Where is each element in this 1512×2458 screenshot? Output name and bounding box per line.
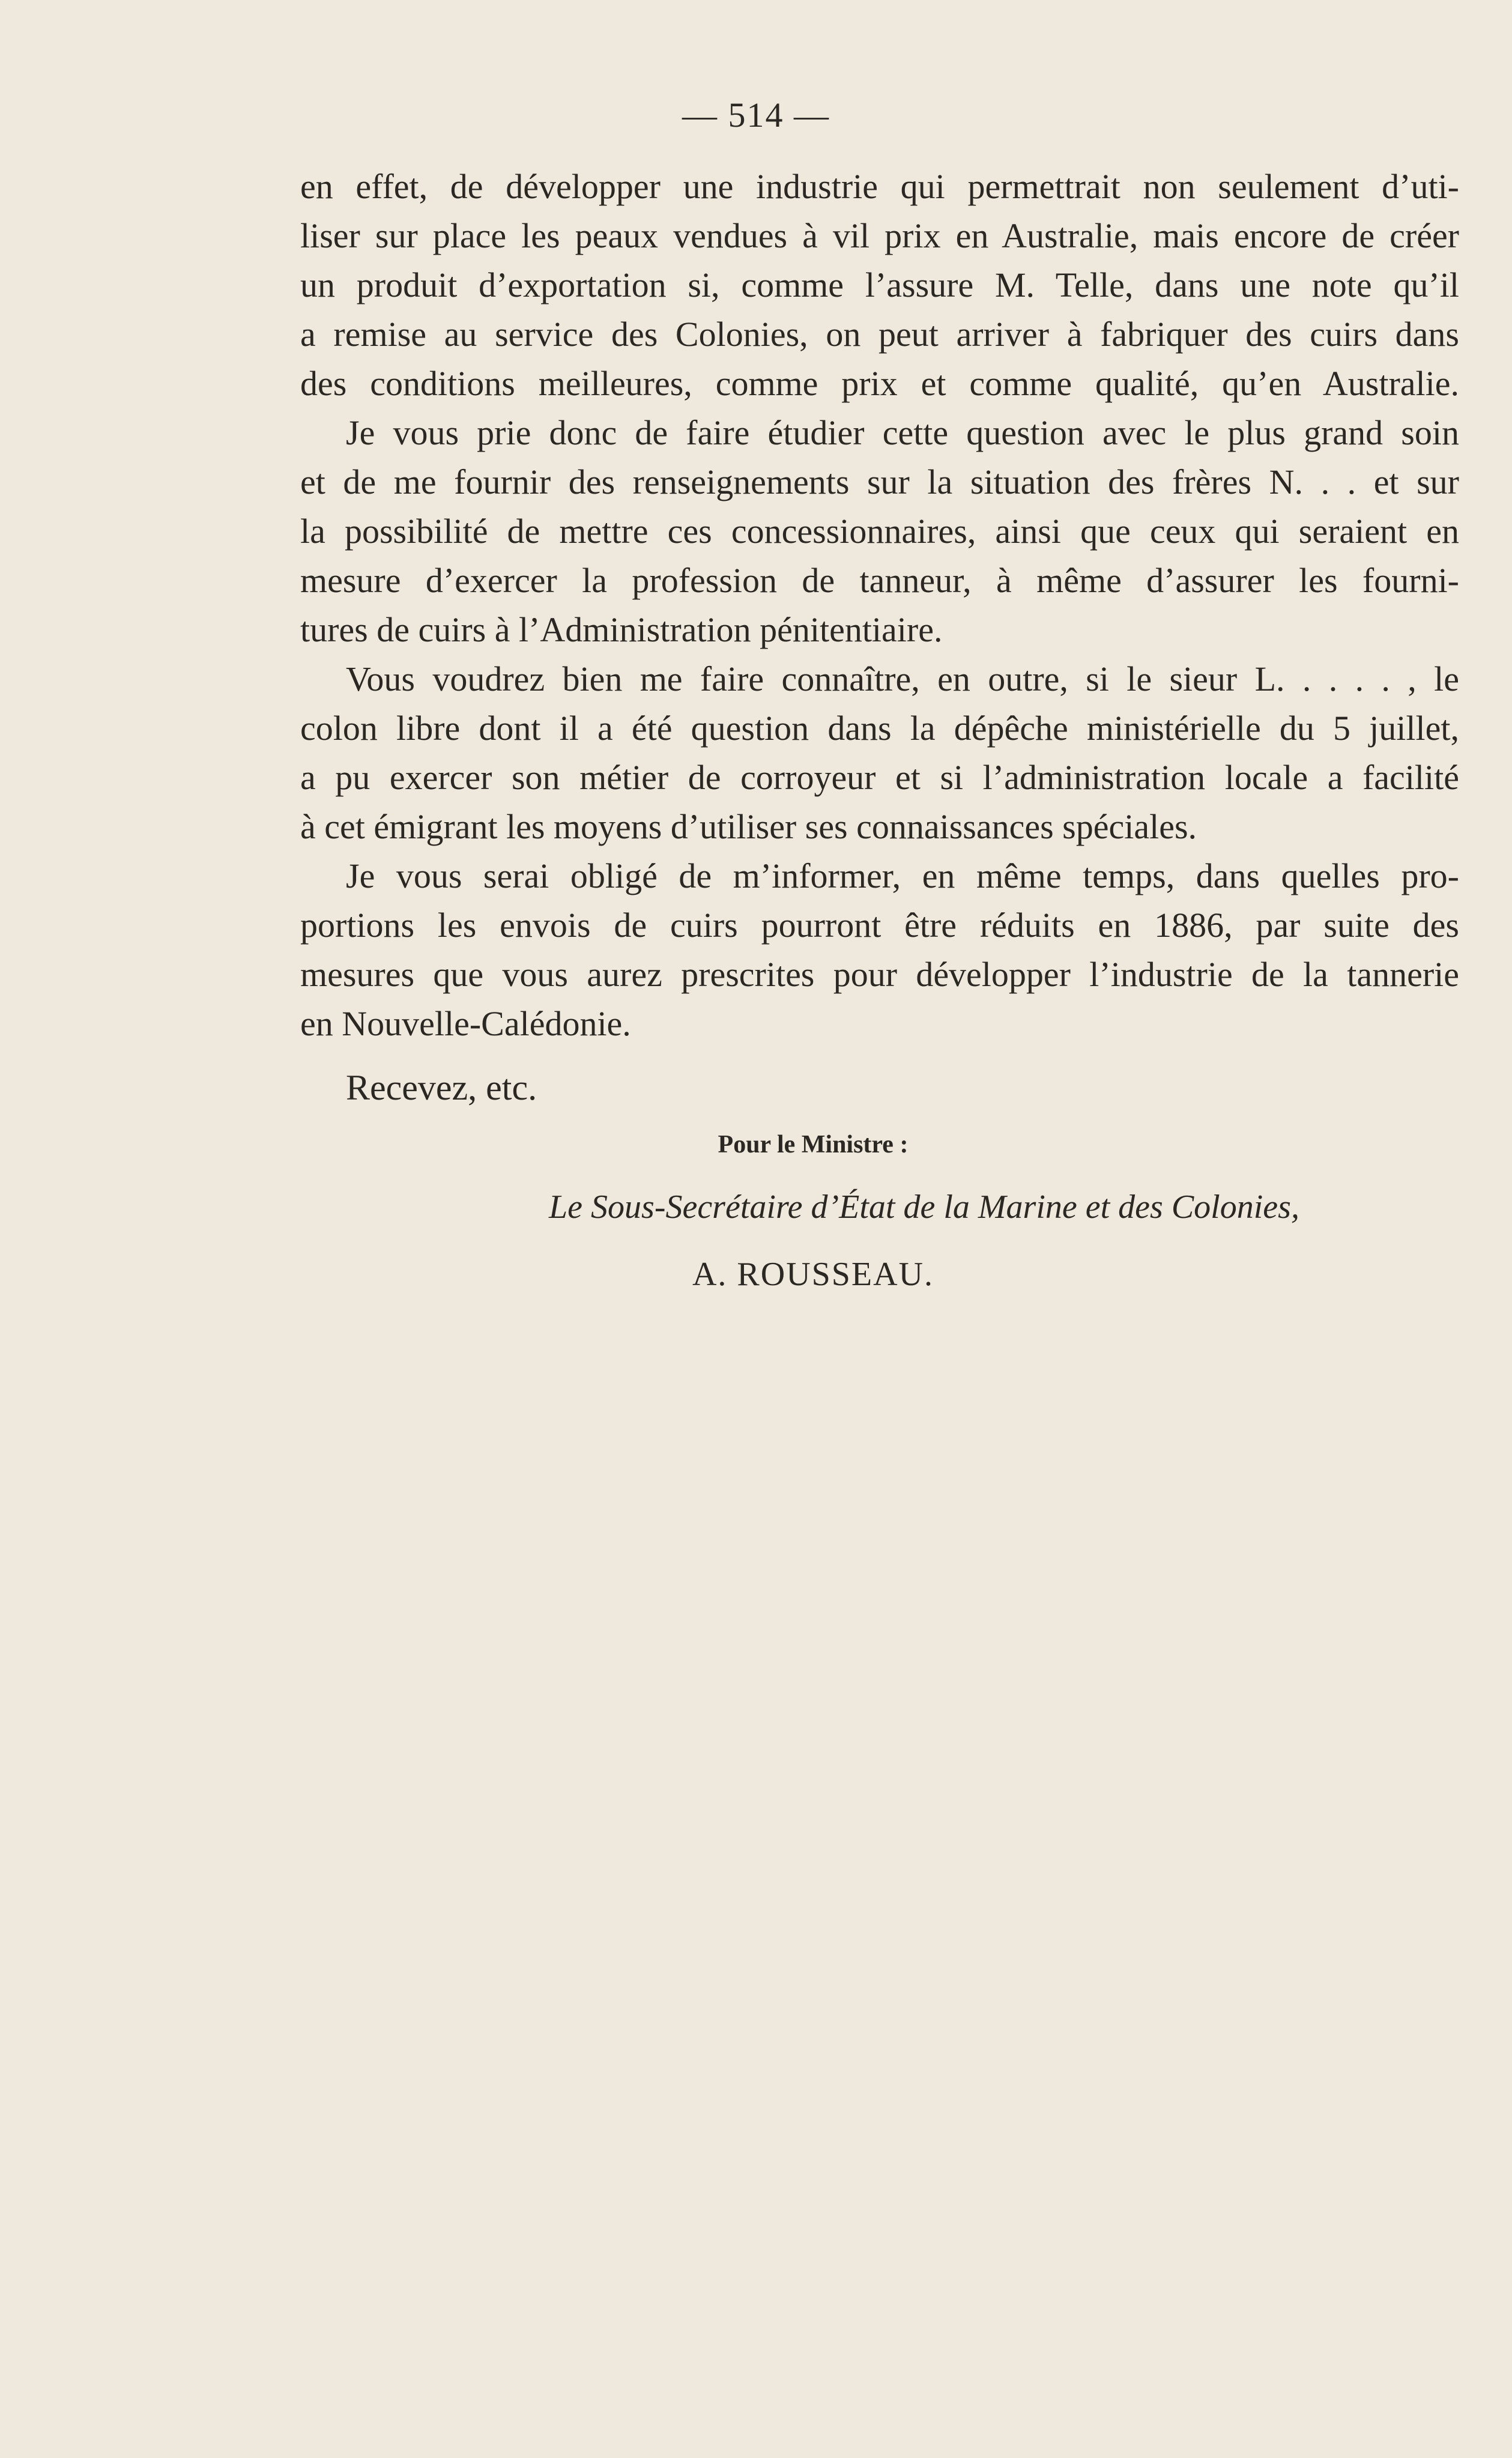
text-line: un produit d’exportation si, comme l’assure M. Telle, dans une note qu’il [300,265,1459,304]
text-line: Je vous prie donc de faire étudier cette question avec le plus grand soin [346,413,1459,452]
text-line: liser sur place les peaux vendues à vil prix en Australie, mais encore de créer [300,216,1459,255]
text-line: portions les envois de cuirs pourront être réduits en 1886, par suite des [300,906,1459,945]
text-line: Vous voudrez bien me faire connaître, en outre, si le sieur L. . . . . , le [346,659,1459,698]
body-text [300,162,1459,1049]
signature-title: Le Sous-Secrétaire d’État de la Marine et des Colonies, [549,1188,1299,1226]
signature-pour: Pour le Ministre : [718,1131,909,1158]
signature-name: A. ROUSSEAU. [692,1256,934,1293]
text-line: en effet, de développer une industrie qui permettrait non seulement d’uti- [300,167,1459,206]
text-line: colon libre dont il a été question dans la dépêche ministérielle du 5 juillet, [300,709,1459,748]
text-line: en Nouvelle-Calédonie. [300,1004,631,1043]
text-line: mesures que vous aurez prescrites pour développer l’industrie de la tannerie [300,955,1459,994]
text-line: et de me fournir des renseignements sur la situation des frères N. . . et sur [300,462,1459,501]
page-number: — 514 — [682,95,830,135]
text-line: la possibilité de mettre ces concessionnaires, ainsi que ceux qui seraient en [300,512,1459,551]
text-line: a pu exercer son métier de corroyeur et si l’administration locale a facilité [300,758,1459,797]
text-line: à cet émigrant les moyens d’utiliser ses connaissances spéciales. [300,807,1197,846]
closing-salutation: Recevez, etc. [346,1068,537,1107]
text-line: Je vous serai obligé de m’informer, en même temps, dans quelles pro- [346,856,1459,895]
text-line: des conditions meilleures, comme prix et comme qualité, qu’en Australie. [300,364,1459,403]
text-line: tures de cuirs à l’Administration pénitentiaire. [300,610,943,649]
text-line: a remise au service des Colonies, on peut arriver à fabriquer des cuirs dans [300,315,1459,354]
text-line: mesure d’exercer la profession de tanneur, à même d’assurer les fourni- [300,561,1459,600]
